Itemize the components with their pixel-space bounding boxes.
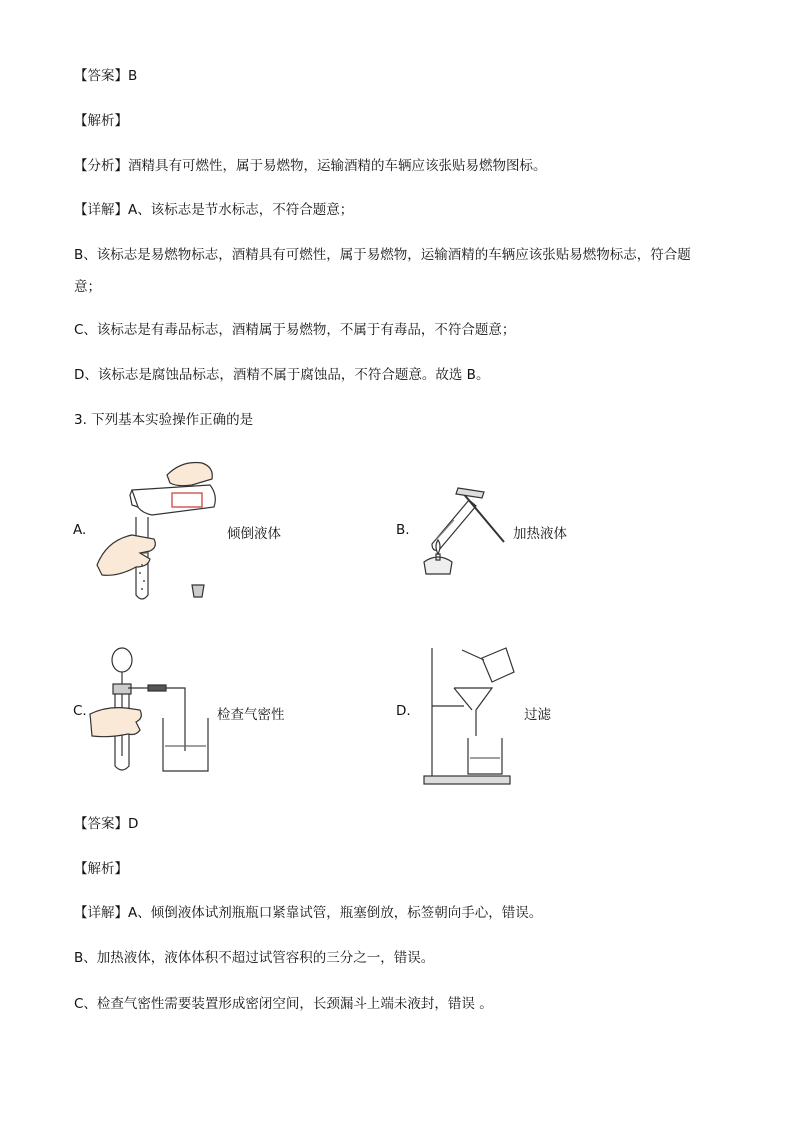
option-d-caption: 过滤	[524, 707, 551, 723]
q3-stem: 3. 下列基本实验操作正确的是	[74, 412, 254, 428]
option-d-letter: D.	[396, 703, 411, 719]
option-c-letter: C.	[73, 703, 87, 719]
q2-answer: 【答案】B	[74, 68, 138, 84]
q2-detail-d: D、该标志是腐蚀品标志，酒精不属于腐蚀品，不符合题意。故选 B。	[74, 367, 490, 383]
q2-jiexi-heading: 【解析】	[74, 113, 128, 129]
option-a-caption: 倾倒液体	[227, 526, 281, 542]
q2-detail-c: C、该标志是有毒品标志，酒精属于易燃物，不属于有毒品，不符合题意；	[74, 322, 516, 338]
q2-detail-a: 【详解】A、该标志是节水标志，不符合题意；	[74, 202, 354, 218]
q3-answer: 【答案】D	[74, 816, 139, 832]
heat-liquid-illustration	[414, 482, 514, 582]
option-b-caption: 加热液体	[513, 526, 567, 542]
q3-detail-a: 【详解】A、倾倒液体试剂瓶瓶口紧靠试管，瓶塞倒放，标签朝向手心，错误。	[74, 905, 543, 921]
filtration-illustration	[422, 646, 522, 788]
q3-detail-c: C、检查气密性需要装置形成密闭空间，长颈漏斗上端未液封，错误 。	[74, 996, 493, 1012]
q2-detail-b-line1: B、该标志是易燃物标志，酒精具有可燃性，属于易燃物，运输酒精的车辆应该张贴易燃物标志，符合题	[74, 247, 691, 263]
q2-detail-b-line2: 意；	[74, 279, 101, 295]
option-b-letter: B.	[396, 522, 410, 538]
q3-detail-b: B、加热液体，液体体积不超过试管容积的三分之一，错误。	[74, 950, 435, 966]
q2-analysis: 【分析】酒精具有可燃性，属于易燃物，运输酒精的车辆应该张贴易燃物图标。	[74, 158, 547, 174]
air-tightness-check-illustration	[90, 646, 212, 776]
q3-jiexi-heading: 【解析】	[74, 861, 128, 877]
option-a-letter: A.	[73, 522, 87, 538]
option-c-caption: 检查气密性	[217, 707, 285, 723]
pour-liquid-illustration	[92, 455, 222, 605]
